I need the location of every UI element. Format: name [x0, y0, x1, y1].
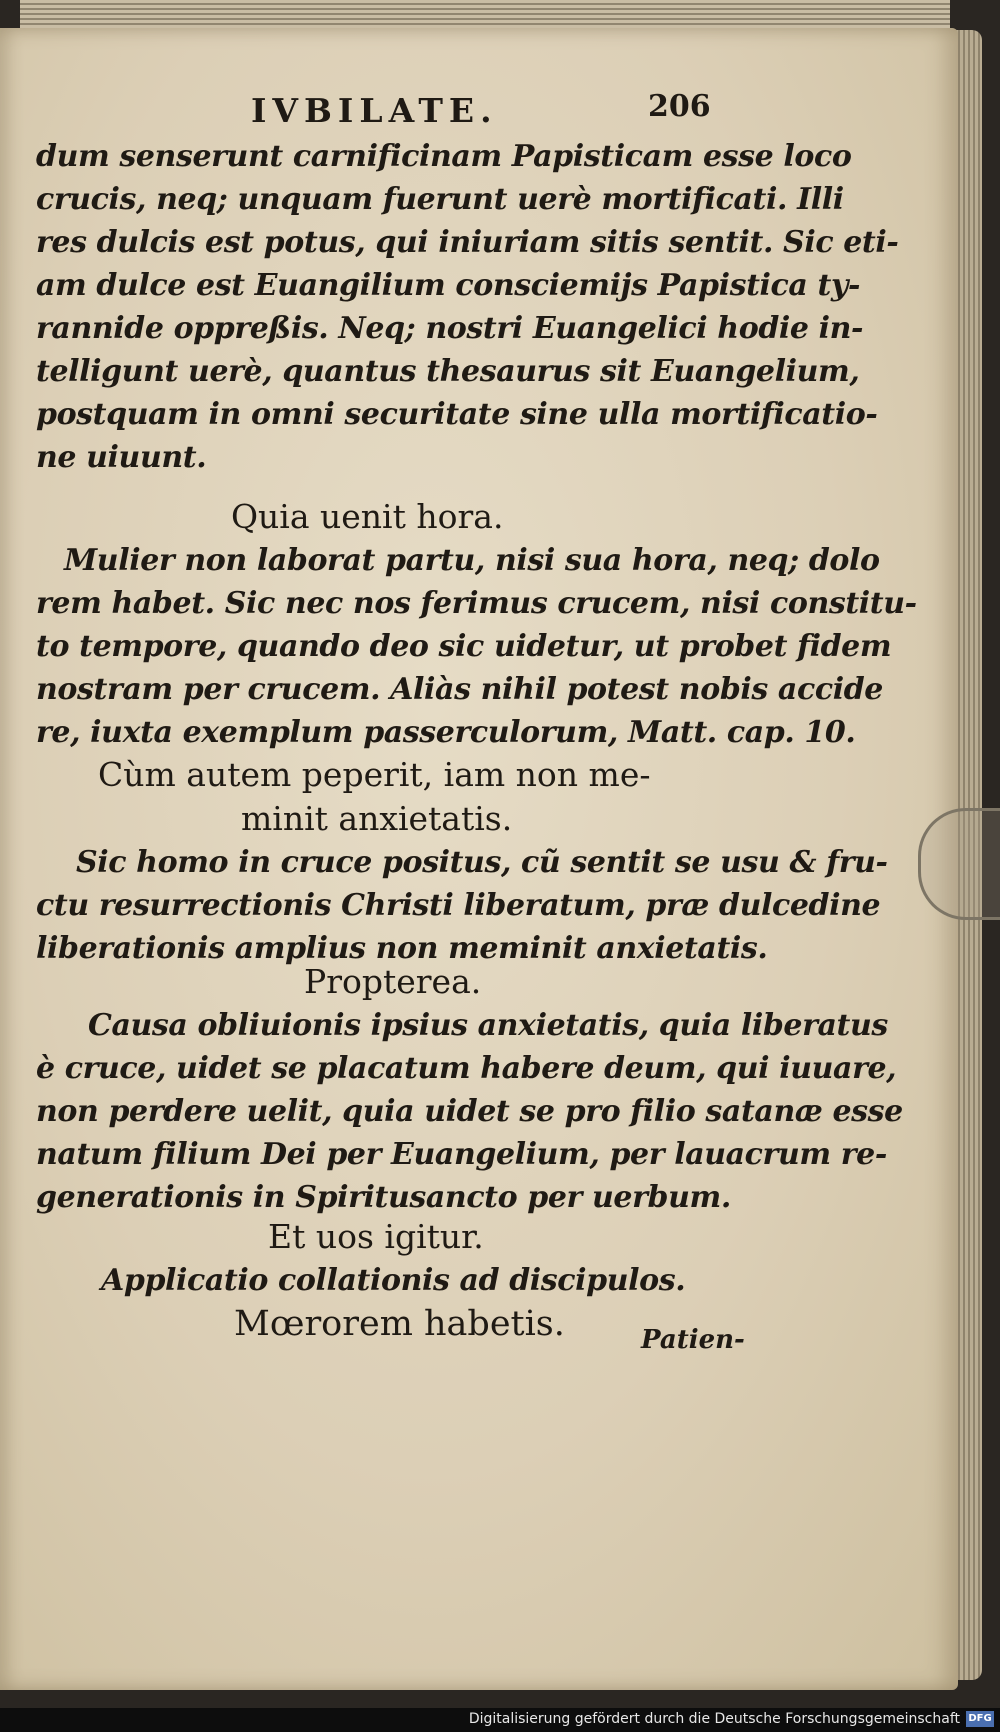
- text-line: am dulce est Euangilium consciemijs Papistica ty-: [36, 268, 861, 303]
- text-line: non perdere uelit, quia uidet se pro filio satanæ esse: [36, 1094, 903, 1129]
- section-subheading: Applicatio collationis ad discipulos.: [101, 1263, 686, 1298]
- text-line: nostram per crucem. Aliàs nihil potest nobis accide: [36, 672, 883, 707]
- running-head: IVBILATE.: [251, 91, 498, 130]
- text-line: telligunt uerè, quantus thesaurus sit Euangelium,: [36, 354, 860, 389]
- digitization-footer: [0, 1708, 1000, 1732]
- text-line: ctu resurrectionis Christi liberatum, præ dulcedine: [36, 888, 881, 923]
- page-header: [36, 85, 736, 135]
- text-line: re, iuxta exemplum passerculorum, Matt. cap. 10.: [36, 715, 856, 750]
- text-line: rem habet. Sic nec nos ferimus crucem, nisi constitu-: [36, 586, 917, 621]
- section-heading: minit anxietatis.: [241, 799, 513, 838]
- paragraph-1: [36, 135, 899, 479]
- page-number: 206: [648, 89, 711, 124]
- section-heading: Mœrorem habetis.: [234, 1304, 565, 1344]
- text-line: ne uiuunt.: [36, 440, 207, 475]
- section-1: [36, 495, 917, 754]
- section-3: [36, 960, 903, 1219]
- text-line: generationis in Spiritusancto per uerbum.: [36, 1180, 731, 1215]
- section-heading: Et uos igitur.: [268, 1217, 484, 1256]
- text-line: crucis, neq; unquam fuerunt uerè mortificati. Illi: [36, 182, 844, 217]
- section-heading: Quia uenit hora.: [231, 497, 504, 536]
- text-line: Causa obliuionis ipsius anxietatis, quia liberatus: [88, 1008, 888, 1043]
- footer-credit: Digitalisierung gefördert durch die Deutsche Forschungsgemeinschaft: [468, 1711, 960, 1727]
- text-line: postquam in omni securitate sine ulla mortificatio-: [36, 397, 878, 432]
- text-line: res dulcis est potus, qui iniuriam sitis sentit. Sic eti-: [36, 225, 899, 260]
- text-line: to tempore, quando deo sic uidetur, ut probet fidem: [36, 629, 892, 664]
- section-heading: Propterea.: [304, 962, 482, 1001]
- text-line: liberationis amplius non meminit anxietatis.: [36, 931, 768, 966]
- book-clip: [918, 808, 1000, 920]
- dfg-logo: DFG: [966, 1711, 994, 1727]
- text-line: è cruce, uidet se placatum habere deum, qui iuuare,: [36, 1051, 897, 1086]
- text-line: Sic homo in cruce positus, cũ sentit se usu & fru-: [76, 845, 888, 880]
- text-line: rannide oppreßis. Neq; nostri Euangelici hodie in-: [36, 311, 864, 346]
- text-line: Mulier non laborat partu, nisi sua hora, neq; dolo: [64, 543, 880, 578]
- text-line: natum filium Dei per Euangelium, per lauacrum re-: [36, 1137, 887, 1172]
- section-2: [36, 753, 888, 970]
- section-heading: Cùm autem peperit, iam non me-: [98, 755, 651, 794]
- text-line: dum senserunt carnificinam Papisticam esse loco: [36, 139, 852, 174]
- catchword: Patien-: [641, 1325, 745, 1355]
